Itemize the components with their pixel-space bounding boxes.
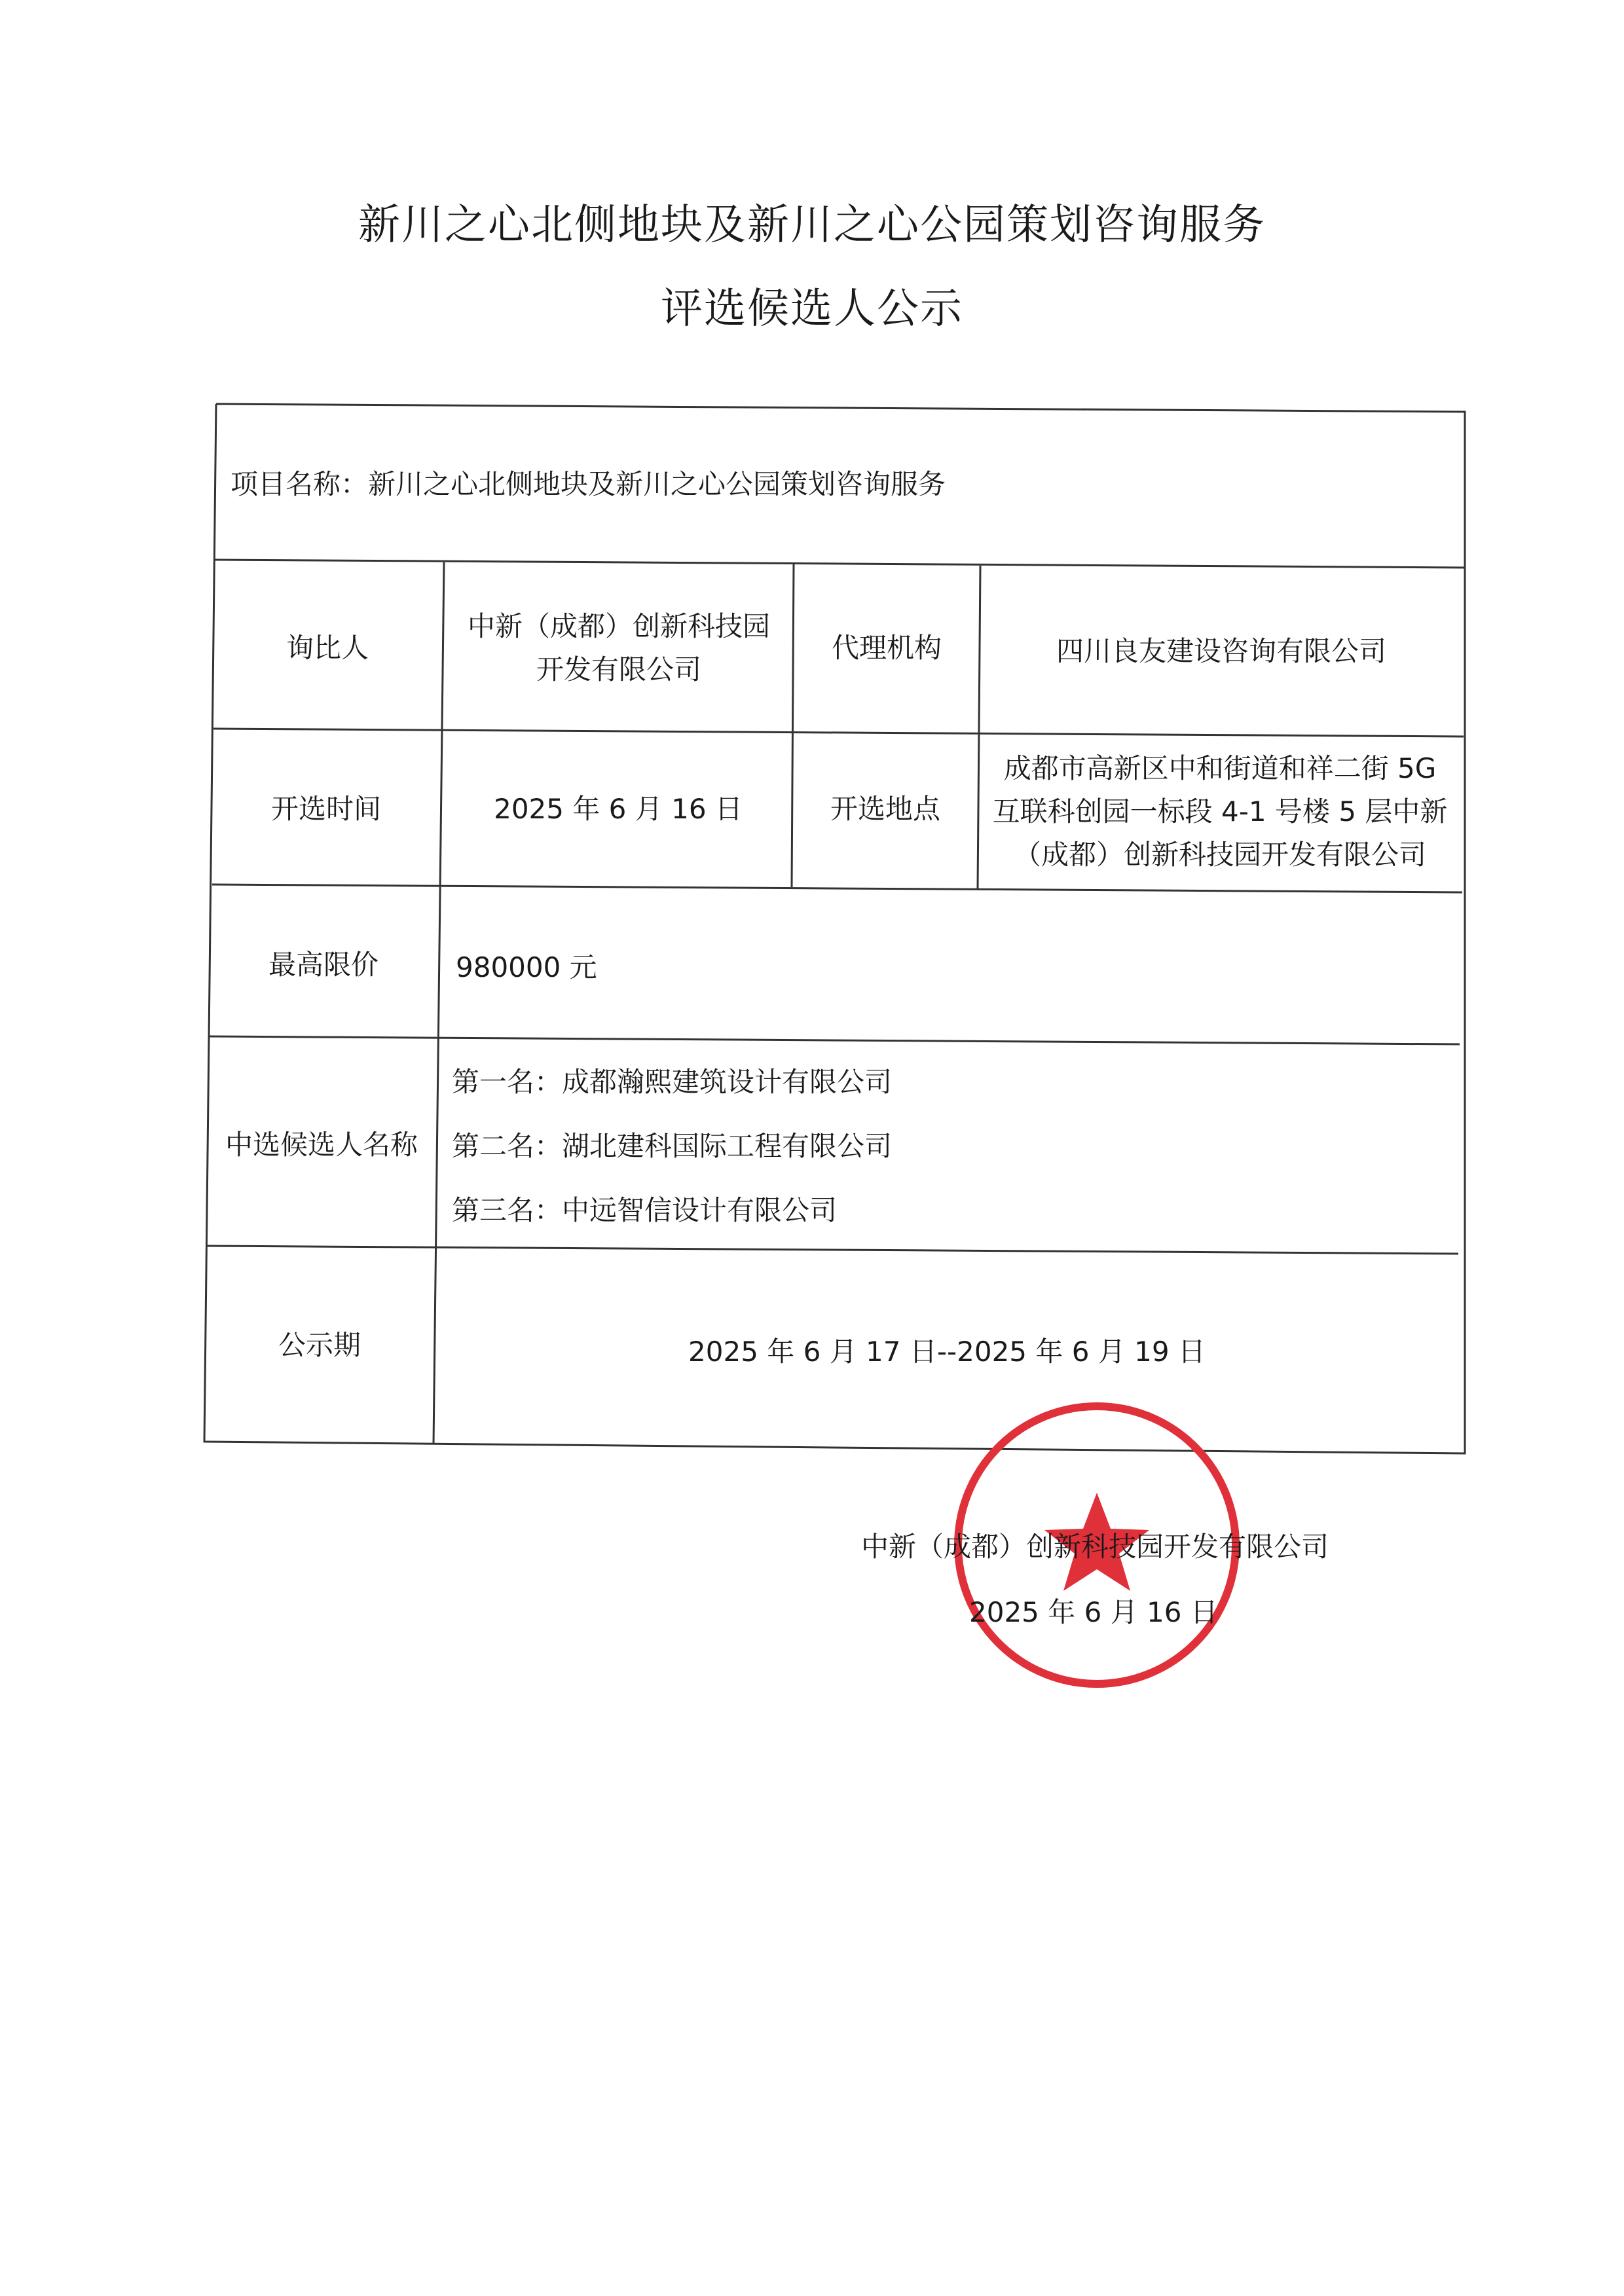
signature-org: 中新（成都）创新科技园开发有限公司	[861, 1531, 1329, 1563]
period-value: 2025 年 6 月 17 日--2025 年 6 月 19 日	[688, 1336, 1206, 1368]
open-place-line1: 成都市高新区中和街道和祥二街 5G	[1003, 752, 1437, 784]
period-label: 公示期	[278, 1329, 361, 1361]
candidates-label: 中选候选人名称	[225, 1129, 418, 1161]
inquirer-value-line1: 中新（成都）创新科技园	[467, 610, 770, 642]
project-name-value: 新川之心北侧地块及新川之心公园策划咨询服务	[368, 468, 946, 500]
inquirer-value	[447, 570, 791, 727]
document-title: 新川之心北侧地块及新川之心公园策划咨询服务	[358, 201, 1266, 249]
inquirer-label: 询比人	[286, 632, 369, 664]
candidate-1: 第一名：成都瀚熙建筑设计有限公司	[452, 1066, 893, 1098]
open-place-line2: 互联科创园一标段 4-1 号楼 5 层中新	[992, 795, 1448, 828]
project-name-label: 项目名称：	[231, 468, 369, 500]
max-price-label: 最高限价	[268, 949, 378, 981]
max-price-value: 980000 元	[456, 951, 597, 983]
project-name-row	[231, 458, 1442, 511]
candidate-2: 第二名：湖北建科国际工程有限公司	[452, 1130, 893, 1162]
signature-date: 2025 年 6 月 16 日	[969, 1596, 1218, 1628]
open-place-value	[981, 733, 1459, 890]
candidate-3: 第三名：中远智信设计有限公司	[452, 1194, 838, 1226]
agency-value: 四川良友建设咨询有限公司	[1056, 635, 1386, 667]
agency-label: 代理机构	[831, 632, 942, 664]
open-time-label: 开选时间	[270, 793, 381, 825]
open-place-label: 开选地点	[830, 793, 940, 825]
inquirer-value-line2: 开发有限公司	[536, 653, 701, 685]
candidates-list	[452, 1042, 1447, 1250]
open-time-value: 2025 年 6 月 16 日	[494, 793, 743, 825]
open-place-line3: （成都）创新科技园开发有限公司	[1013, 839, 1426, 871]
document-subtitle: 评选候选人公示	[661, 285, 963, 333]
